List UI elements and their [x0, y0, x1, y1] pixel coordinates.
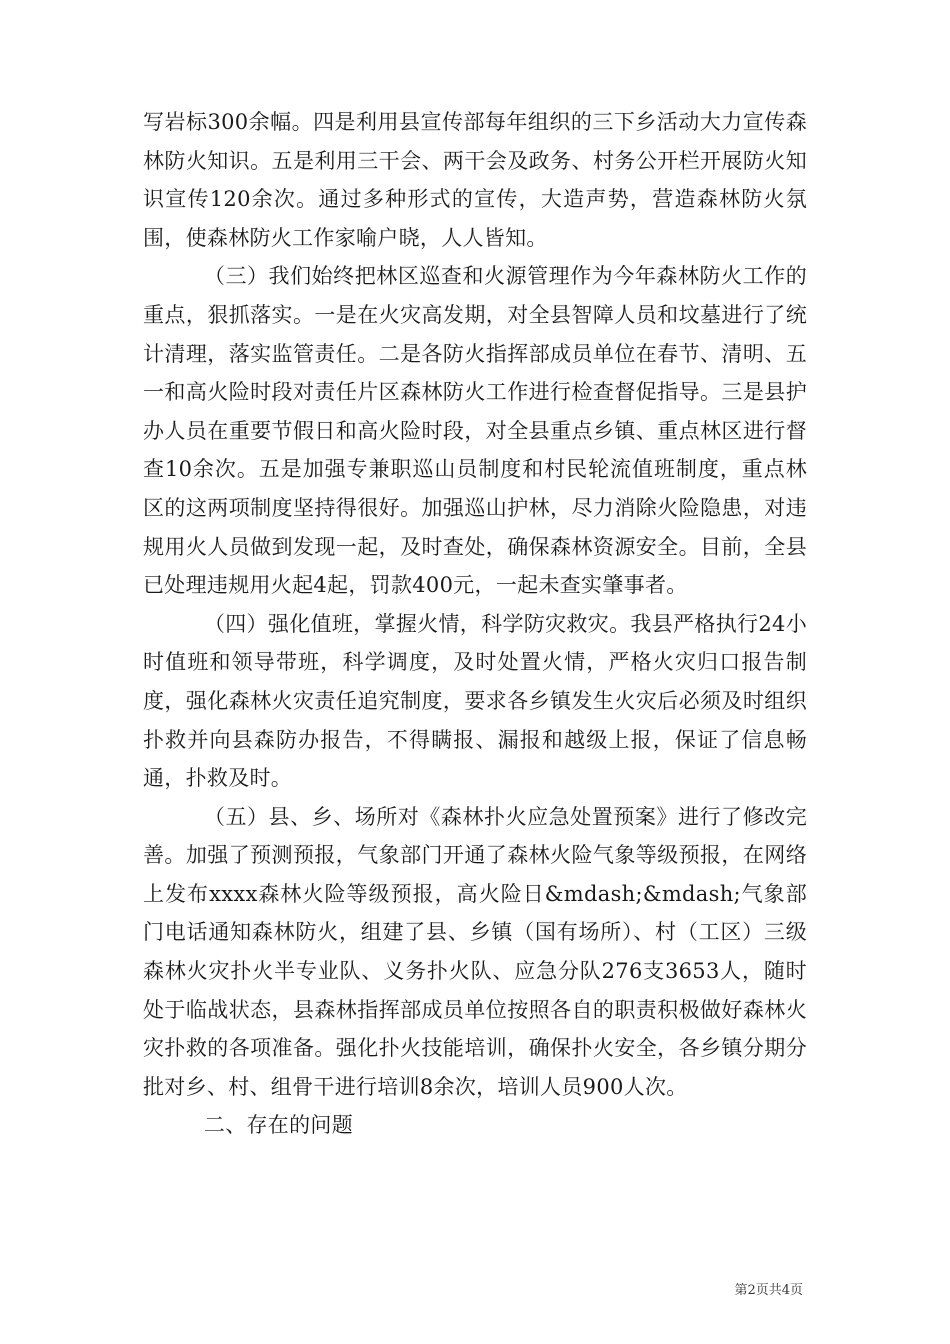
page-number-footer: 第2页共4页 — [734, 1283, 803, 1298]
paragraph-emergency-plan: （五）县、乡、场所对《森林扑火应急处置预案》进行了修改完善。加强了预测预报，气象部门开通了森林火险气象等级预报，在网络上发布xxxx森林火险等级预报，高火险日&mdash;&mdash;气象部门电话通知森林防火，组建了县、乡镇（国有场所）、村（工区）三级森林火灾扑火半专业队、义务扑火队、应急分队276支3653人，随时处于临战状态，县森林指挥部成员单位按照各自的职责积极做好森林火灾扑救的各项准备。强化扑火技能培训，确保扑火安全，各乡镇分期分批对乡、村、组骨干进行培训8余次，培训人员900人次。 — [143, 804, 807, 1099]
section-heading-problems: 二、存在的问题 — [203, 1113, 353, 1138]
paragraph-patrol-fire-source: （三）我们始终把林区巡查和火源管理作为今年森林防火工作的重点，狠抓落实。一是在火灾高发期，对全县智障人员和坟墓进行了统计清理，落实监管责任。二是各防火指挥部成员单位在春节、清明、五一和高火险时段对责任片区森林防火工作进行检查督促指导。三是县护办人员在重要节假日和高火险时段，对全县重点乡镇、重点林区进行督查10余次。五是加强专兼职巡山员制度和村民轮流值班制度，重点林区的这两项制度坚持得很好。加强巡山护林，尽力消除火险隐患，对违规用火人员做到发现一起，及时查处，确保森林资源安全。目前，全县已处理违规用火起4起，罚款400元，一起未查实肇事者。 — [143, 264, 807, 598]
paragraph-publicity-continued: 写岩标300余幅。四是利用县宣传部每年组织的三下乡活动大力宣传森林防火知识。五是利用三干会、两干会及政务、村务公开栏开展防火知识宣传120余次。通过多种形式的宣传，大造声势，营造森林防火氛围，使森林防火工作家喻户晓，人人皆知。 — [143, 110, 807, 250]
paragraph-duty-fire-situation: （四）强化值班，掌握火情，科学防灾救灾。我县严格执行24小时值班和领导带班，科学调度，及时处置火情，严格火灾归口报告制度，强化森林火灾责任追究制度，要求各乡镇发生火灾后必须及时组织扑救并向县森防办报告，不得瞒报、漏报和越级上报，保证了信息畅通，扑救及时。 — [143, 611, 807, 791]
document-body — [143, 103, 807, 1145]
